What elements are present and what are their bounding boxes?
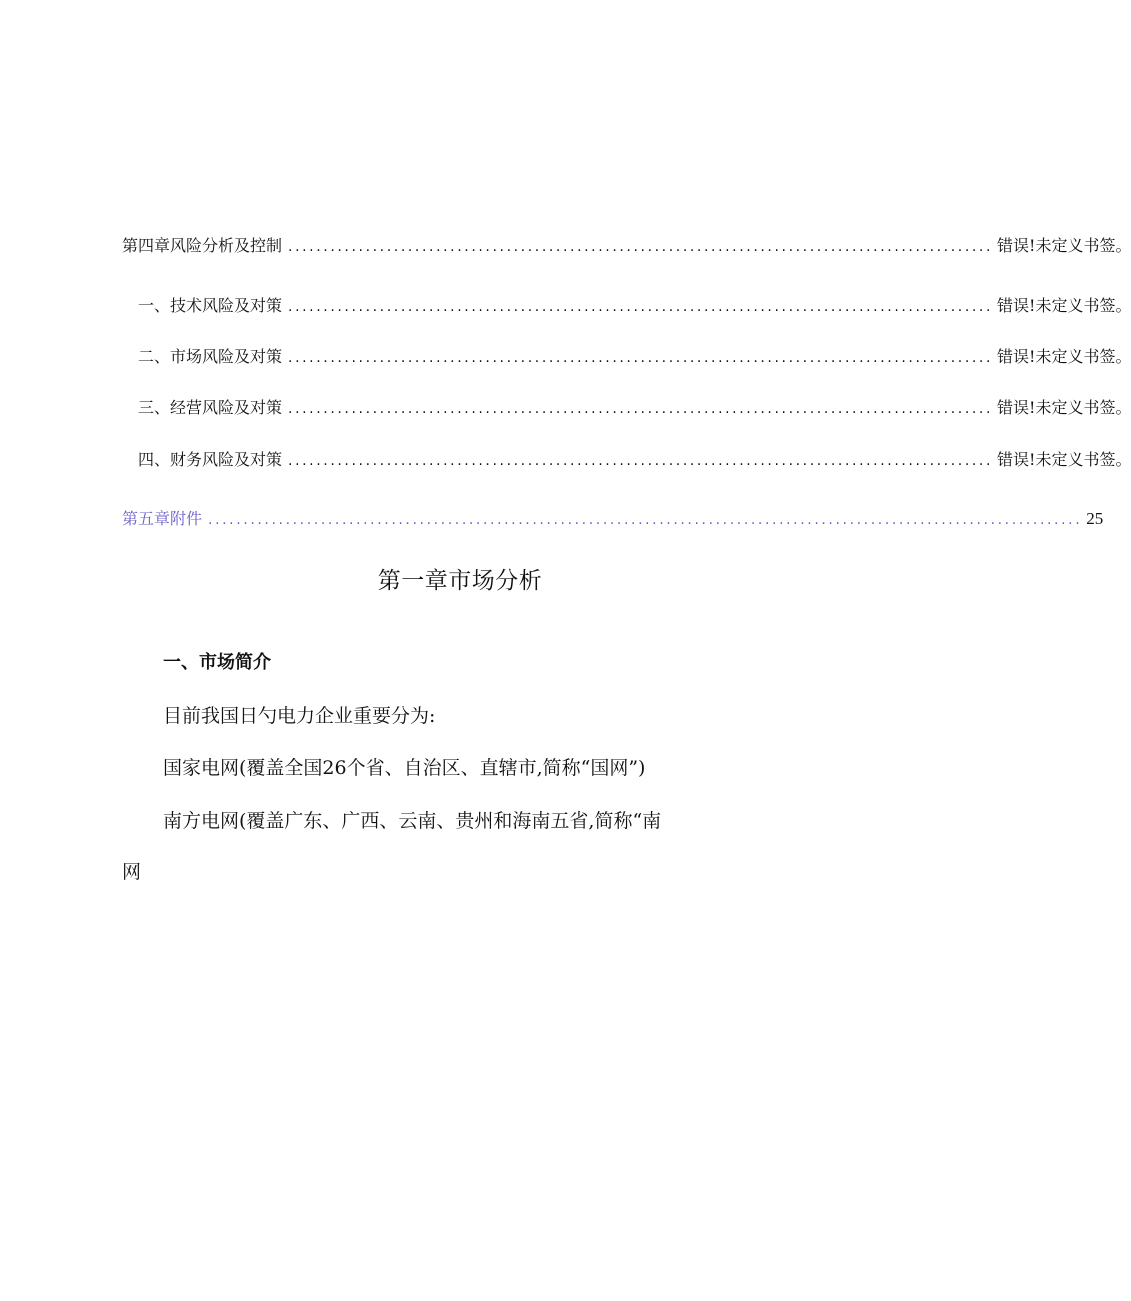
toc-entry-page: 错误!未定义书签。 (997, 236, 1131, 255)
toc-entry-title: 第五章附件 (122, 509, 203, 528)
body-paragraph-2: 国家电网(覆盖全国26个省、自治区、直辖市,简称“国网”) (163, 757, 646, 779)
toc-leader-dots: .................................................................................................... (288, 239, 994, 255)
toc-entry-section-3[interactable] (138, 398, 1131, 419)
chapter-title: 第一章市场分析 (377, 568, 543, 594)
toc-entry-page: 错误!未定义书签。 (997, 347, 1131, 366)
toc-leader-dots: ............................................................................................................................ (208, 512, 1083, 528)
toc-leader-dots: .................................................................................................... (288, 453, 994, 469)
section-heading: 一、市场简介 (163, 652, 271, 673)
body-paragraph-1: 目前我国日勺电力企业重要分为: (163, 705, 436, 727)
toc-entry-title: 三、经营风险及对策 (138, 398, 283, 417)
toc-entry-section-4[interactable] (138, 450, 1131, 471)
toc-entry-section-1[interactable] (138, 296, 1131, 317)
body-paragraph-3-line-1: 南方电网(覆盖广东、广西、云南、贵州和海南五省,简称“南 (163, 810, 662, 832)
toc-entry-chapter-5-link[interactable] (122, 509, 1104, 530)
toc-entry-section-2[interactable] (138, 347, 1131, 368)
toc-entry-page: 25 (1086, 509, 1104, 528)
toc-entry-title: 一、技术风险及对策 (138, 296, 283, 315)
toc-leader-dots: .................................................................................................... (288, 299, 994, 315)
toc-entry-title: 二、市场风险及对策 (138, 347, 283, 366)
toc-entry-chapter-4[interactable] (122, 236, 1131, 257)
toc-entry-page: 错误!未定义书签。 (997, 450, 1131, 469)
body-paragraph-3-line-2: 网 (122, 861, 142, 883)
toc-entry-title: 第四章风险分析及控制 (122, 236, 283, 255)
toc-entry-title: 四、财务风险及对策 (138, 450, 283, 469)
toc-entry-page: 错误!未定义书签。 (997, 398, 1131, 417)
toc-leader-dots: .................................................................................................... (288, 401, 994, 417)
toc-entry-page: 错误!未定义书签。 (997, 296, 1131, 315)
toc-leader-dots: .................................................................................................... (288, 350, 994, 366)
